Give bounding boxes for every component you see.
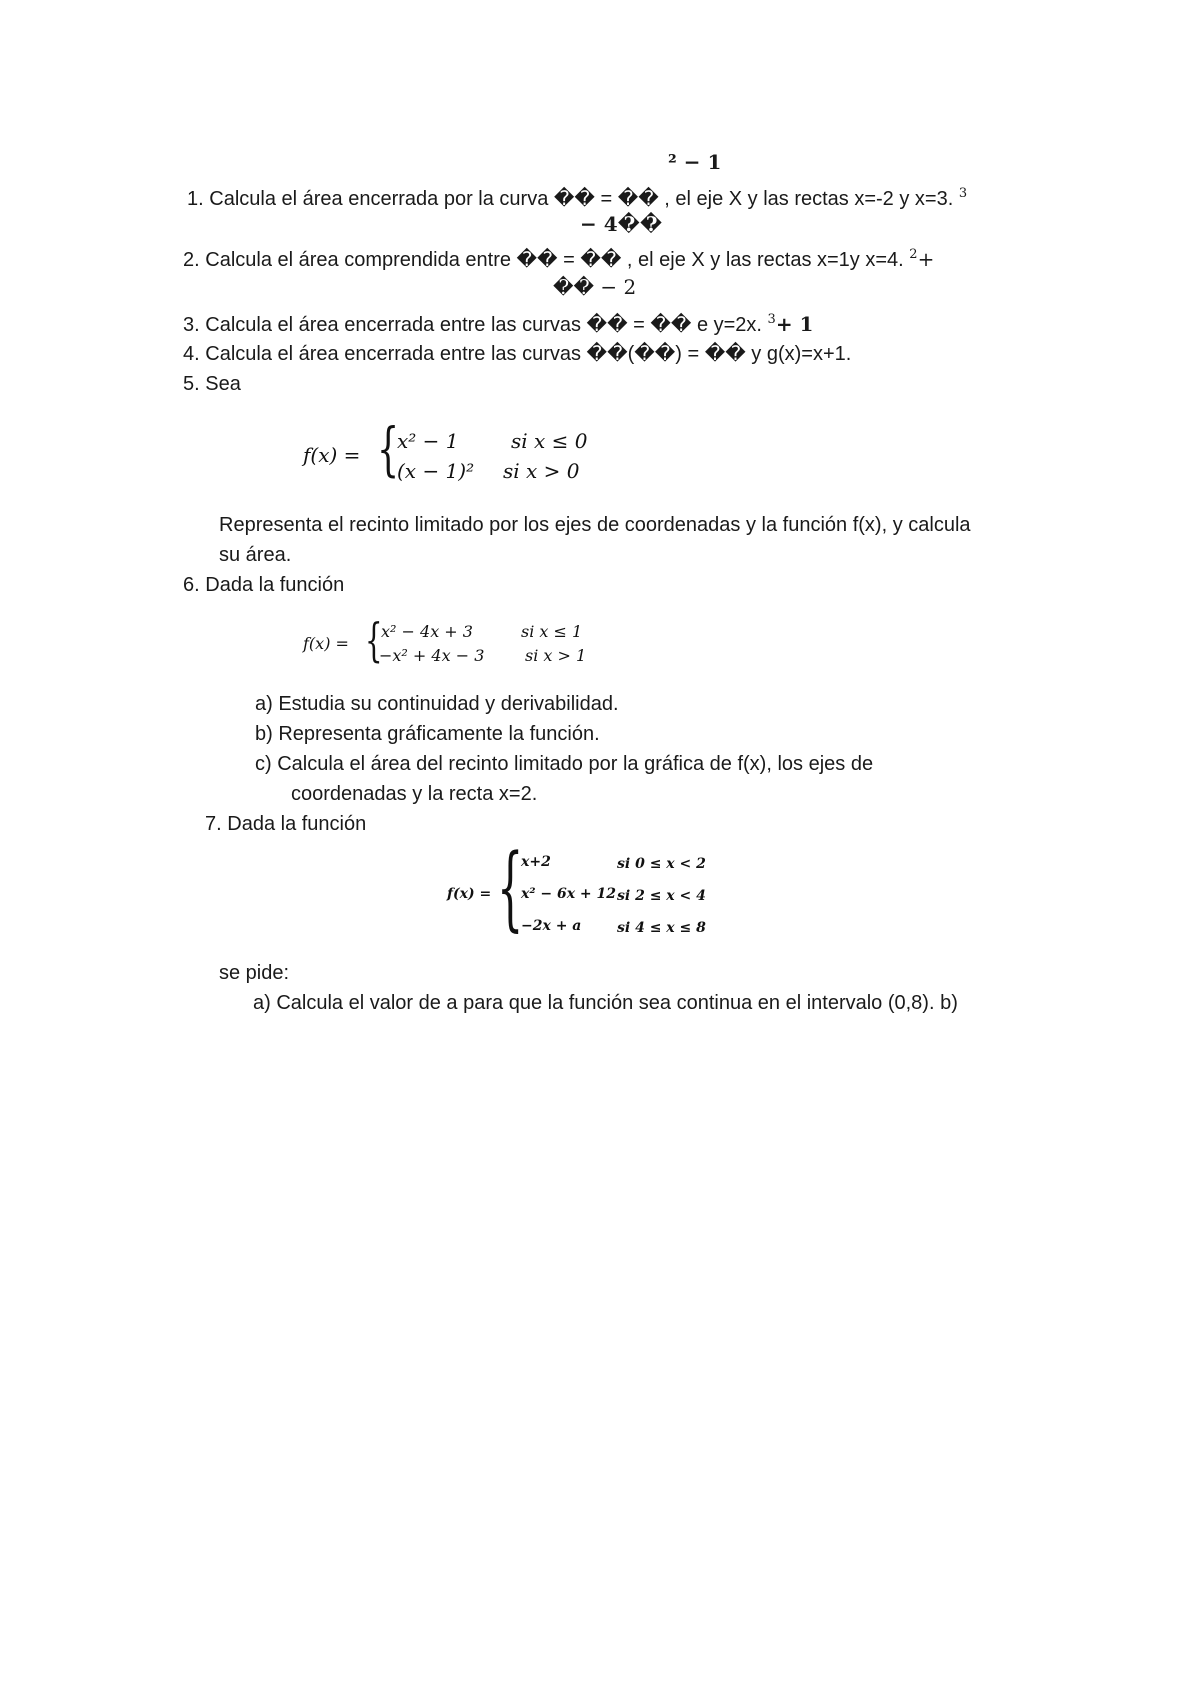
question-4 xyxy=(183,342,851,366)
formula-q5-row-1-expr: x² − 1 xyxy=(397,429,459,453)
question-2-number: 2. xyxy=(183,249,200,271)
question-7-se-pide: se pide: xyxy=(219,962,290,984)
question-3-text: Calcula el área encerrada entre las curvas �� = �� e y=2x. xyxy=(205,314,762,336)
formula-q6-row-2-expr: −x² + 4x − 3 xyxy=(379,646,485,665)
formula-q5-lhs: f(x) = xyxy=(303,443,361,467)
question-3-sup: 3 xyxy=(767,312,776,327)
question-2-text: Calcula el área comprendida entre �� = �� , el eje X y las rectas x=1y x=4. xyxy=(205,249,904,271)
formula-q5-row-2-cond: si x > 0 xyxy=(503,459,580,483)
formula-q7-row-3-cond: si 4 ≤ x ≤ 8 xyxy=(617,920,706,936)
question-6-number: 6. xyxy=(183,574,200,596)
formula-q7-row-1-cond: si 0 ≤ x < 2 xyxy=(617,856,706,872)
formula-q6-row-1-expr: x² − 4x + 3 xyxy=(381,622,473,641)
question-5-number: 5. xyxy=(183,373,200,395)
math-fragment-top: ² − 𝟏 xyxy=(668,150,722,174)
formula-q7-brace: { xyxy=(497,834,524,941)
question-6-text: Dada la función xyxy=(205,574,345,596)
formula-q7 xyxy=(447,834,717,946)
formula-q5-row-1-cond: si x ≤ 0 xyxy=(511,429,588,453)
math-fragment-q2-top: − 𝟒�� xyxy=(580,212,663,236)
question-7-part-a: a) Calcula el valor de a para que la función sea continua en el intervalo (0,8). b) xyxy=(253,992,958,1014)
question-1 xyxy=(187,182,967,211)
question-5-statement-line-2: su área. xyxy=(219,544,292,566)
formula-q7-row-1-expr: x+2 xyxy=(521,854,551,870)
formula-q5-brace: { xyxy=(377,415,400,483)
question-4-text: Calcula el área encerrada entre las curvas ��(��) = �� y g(x)=x+1. xyxy=(205,343,852,365)
question-6-part-c-line-1: c) Calcula el área del recinto limitado por la gráfica de f(x), los ejes de xyxy=(255,753,874,775)
formula-q6-row-2-cond: si x > 1 xyxy=(525,646,587,665)
question-7 xyxy=(205,812,366,836)
formula-q6-row-1-cond: si x ≤ 1 xyxy=(521,622,583,641)
formula-q7-row-2-expr: x² − 6x + 12 xyxy=(521,886,617,902)
question-6-part-c-line-2: coordenadas y la recta x=2. xyxy=(291,783,538,805)
question-3-tail: + 𝟏 xyxy=(775,312,814,336)
math-fragment-q3-top: �� − 2 xyxy=(553,275,637,299)
question-6 xyxy=(183,573,344,597)
question-6-part-b: b) Representa gráficamente la función. xyxy=(255,723,600,745)
question-5-text: Sea xyxy=(205,373,241,395)
question-1-number: 1. xyxy=(187,188,204,210)
question-3-number: 3. xyxy=(183,314,200,336)
question-1-text: Calcula el área encerrada por la curva �� = �� , el eje X y las rectas x=-2 y x=3. xyxy=(209,188,954,210)
question-5-statement-line-1: Representa el recinto limitado por los ejes de coordenadas y la función f(x), y calcula xyxy=(219,514,971,536)
formula-q7-lhs: f(x) = xyxy=(447,886,492,902)
question-7-text: Dada la función xyxy=(227,813,367,835)
question-5 xyxy=(183,372,241,396)
question-4-number: 4. xyxy=(183,343,200,365)
formula-q6-lhs: f(x) = xyxy=(303,634,349,653)
question-7-number: 7. xyxy=(205,813,222,835)
formula-q6-brace: { xyxy=(365,613,383,667)
question-6-part-a: a) Estudia su continuidad y derivabilidad. xyxy=(255,693,619,715)
formula-q7-row-3-expr: −2x + a xyxy=(521,918,582,934)
formula-q5 xyxy=(303,415,603,489)
formula-q6 xyxy=(303,613,603,670)
formula-q7-row-2-cond: si 2 ≤ x < 4 xyxy=(617,888,706,904)
question-1-sup: 3 xyxy=(958,186,968,201)
formula-q5-row-2-expr: (x − 1)² xyxy=(397,459,475,483)
question-2-plus: + xyxy=(917,247,935,271)
question-2-sup: 2 xyxy=(909,247,918,262)
question-3 xyxy=(183,308,813,337)
question-2 xyxy=(183,243,934,272)
